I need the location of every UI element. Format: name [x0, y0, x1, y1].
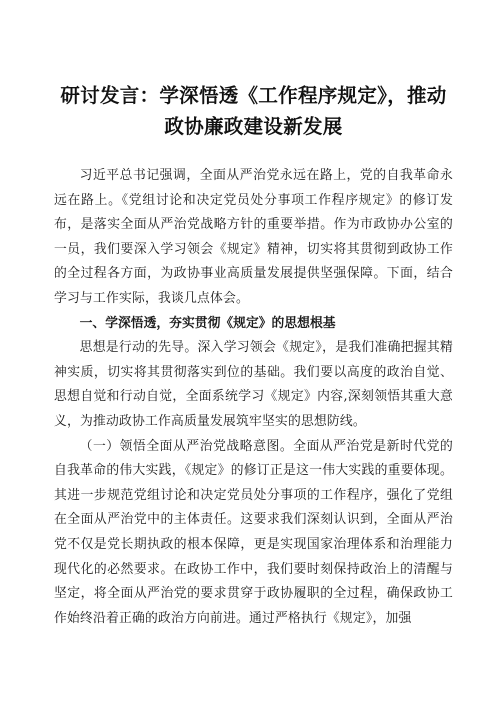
section-1-paragraph-2: （一）领悟全面从严治党战略意图。全面从严治党是新时代党的自我革命的伟大实践，《规定》的修订正是这一伟大实践的重要体现。其进一步规范党组讨论和决定党员处分事项的工作程序，强化了党组在全面从严治党中的主体责任。这要求我们深刻认识到，全面从严治党不仅是党长期执政的根本保障，更是实现国家治理体系和治理能力现代化的必然要求。在政协工作中，我们要时刻保持政治上的清醒与坚定，将全面从严治党的要求贯穿于政协履职的全过程，确保政协工作始终沿着正确的政治方向前进。通过严格执行《规定》，加强: [54, 438, 453, 626]
title-line-1: 研讨发言：学深悟透《工作程序规定》，推动: [60, 84, 447, 107]
document-title: [54, 80, 453, 142]
section-1-paragraph-1: 思想是行动的先导。深入学习领会《规定》，是我们准确把握其精神实质，切实将其贯彻落实到位的基础。我们要以高度的政治自觉、思想自觉和行动自觉，全面系统学习《规定》内容,深刻领悟其重大意义，为推动政协工作高质量发展筑牢坚实的思想防线。: [54, 340, 453, 429]
intro-paragraph: 习近平总书记强调，全面从严治党永远在路上，党的自我革命永远在路上。《党组讨论和决定党员处分事项工作程序规定》的修订发布，是落实全面从严治党战略方针的重要举措。作为市政协办公室的一员，我们要深入学习领会《规定》精神，切实将其贯彻到政协工作的全过程各方面，为政协事业高质量发展提供坚强保障。下面，结合学习与工作实际，我谈几点体会。: [54, 168, 453, 306]
title-line-2: 政协廉政建设新发展: [164, 115, 343, 138]
section-1-heading: 一、学深悟透，夯实贯彻《规定》的思想根基: [79, 315, 336, 331]
